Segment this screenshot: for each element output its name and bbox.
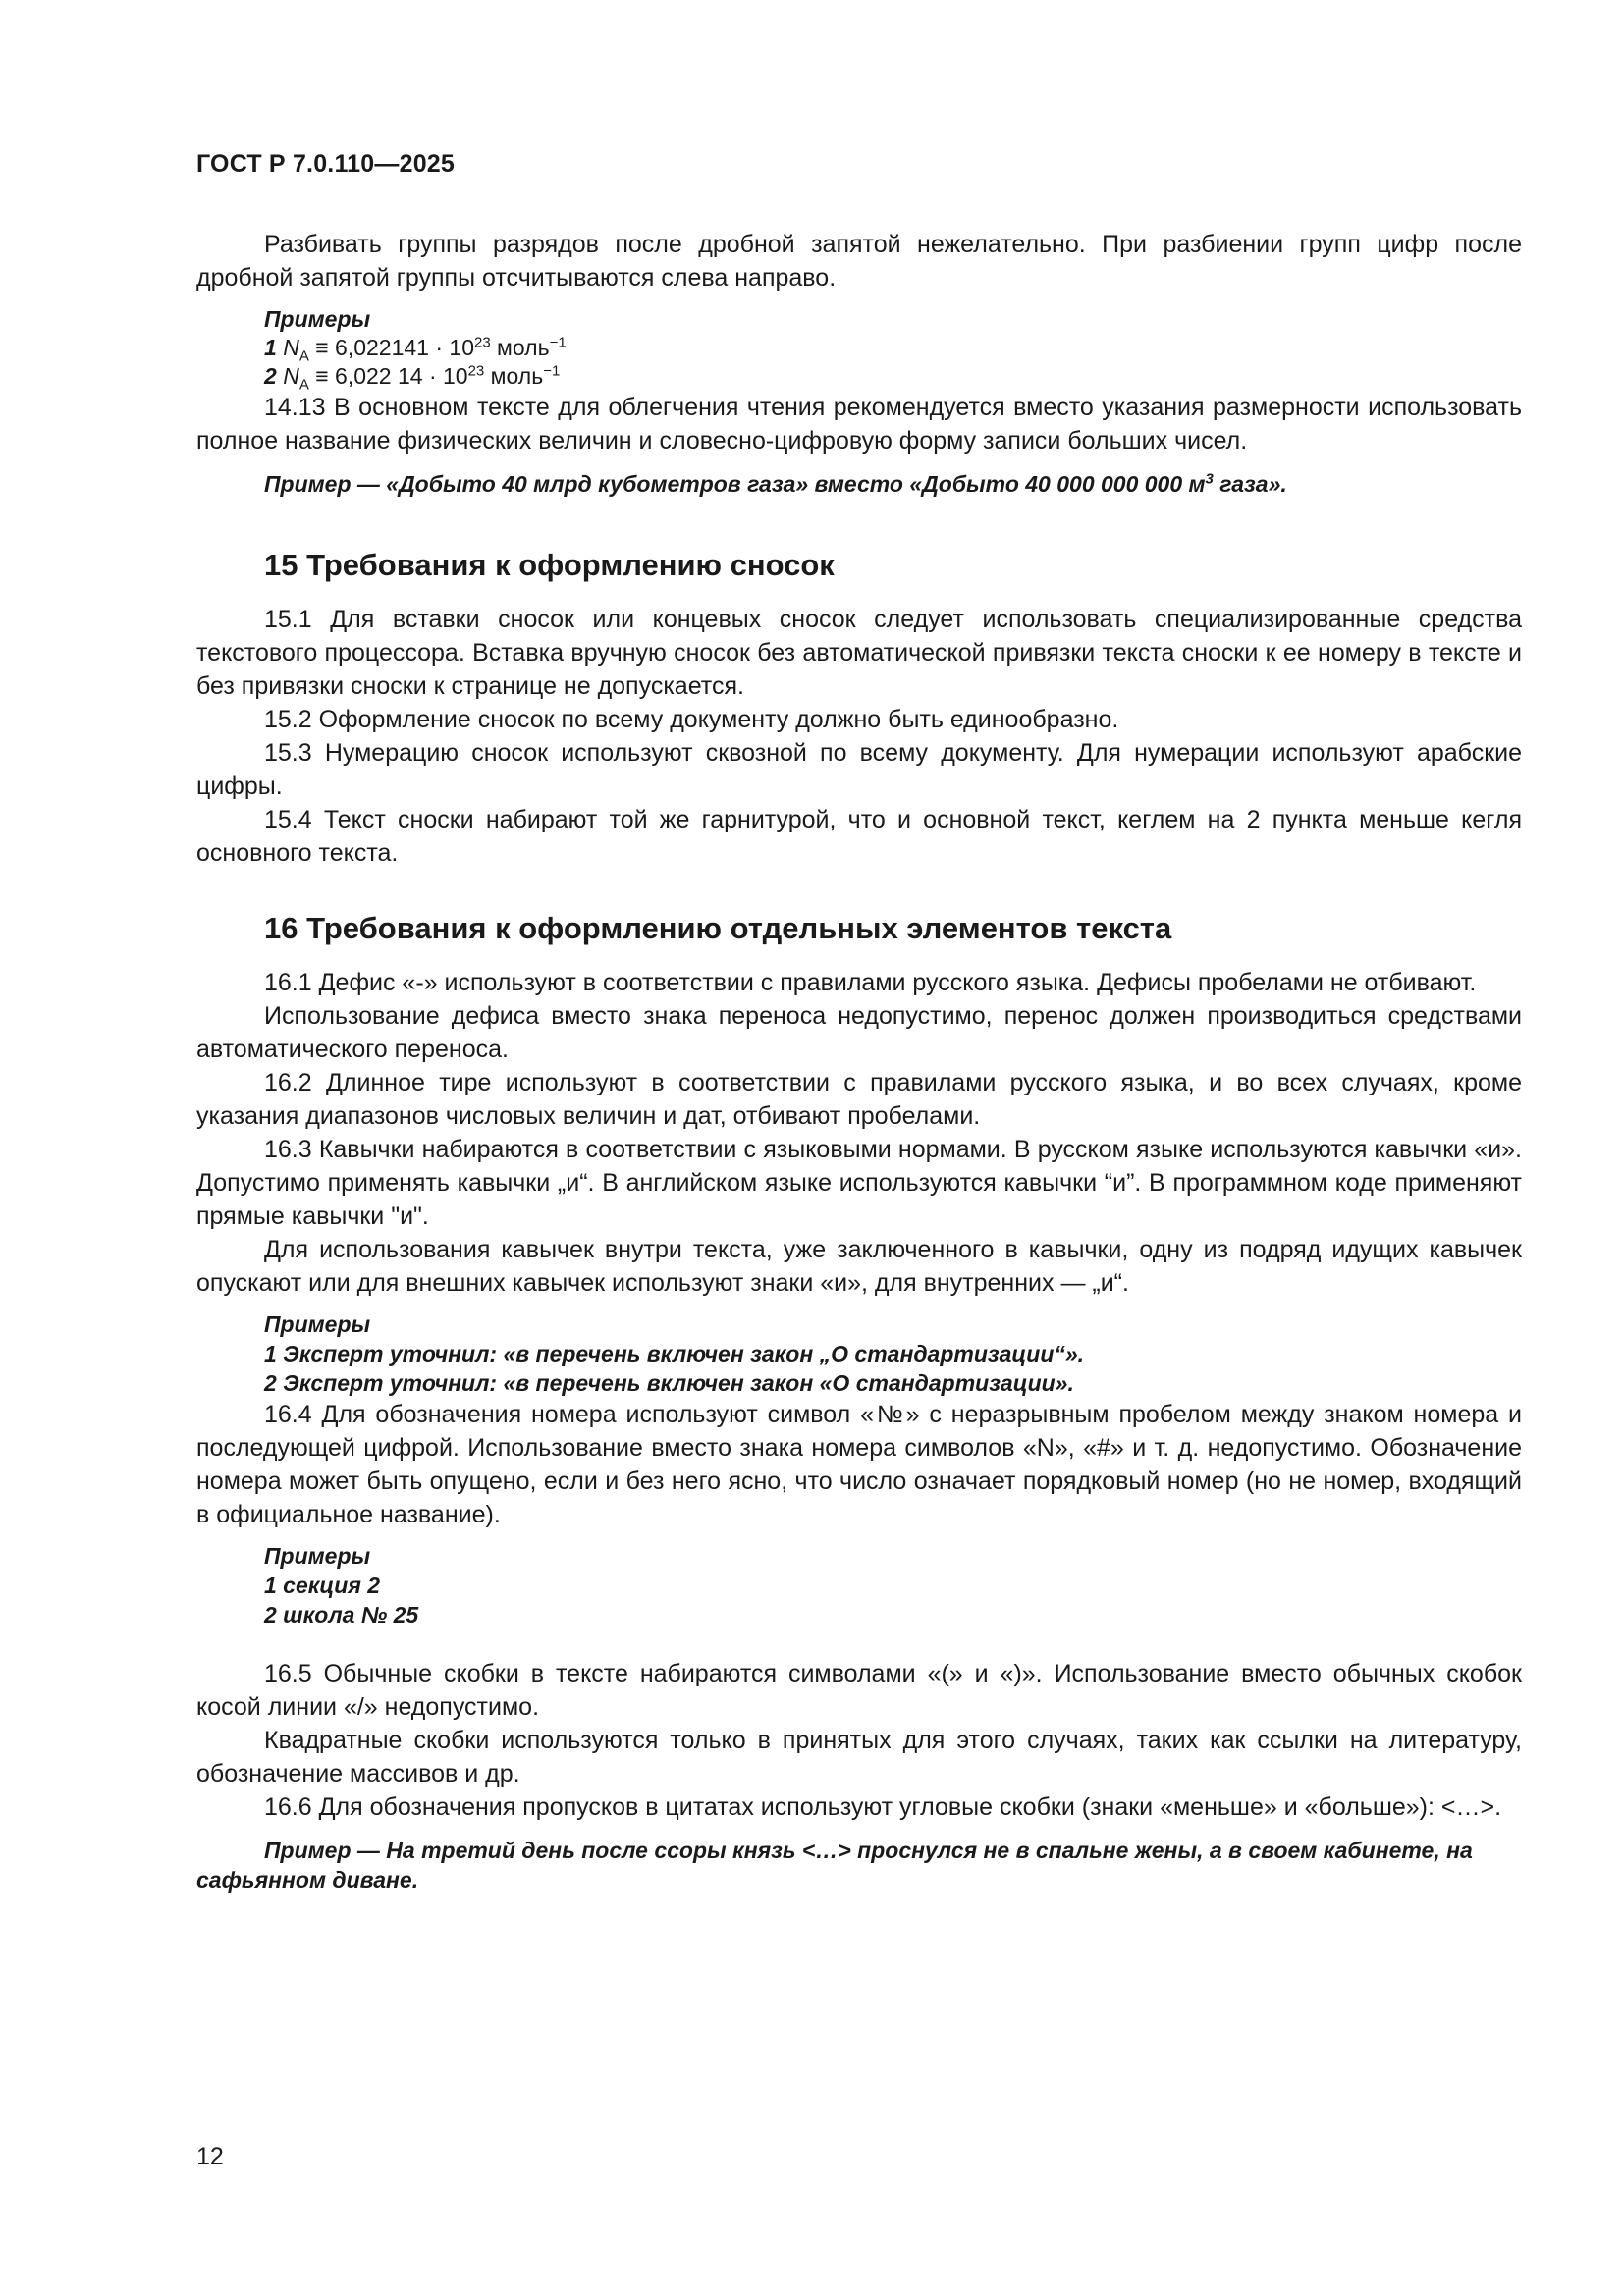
examples-label-16-4: Примеры [264, 1543, 371, 1569]
paragraph-16-5: 16.5 Обычные скобки в тексте набираются символами «(» и «)». Использование вместо обычных скобок косой линии «/» недопустимо. [196, 1660, 1522, 1721]
example-14-13 [264, 469, 1522, 499]
paragraph-15-3: 15.3 Нумерацию сносок используют сквозной по всему документу. Для нумерации используют арабские цифры. [196, 739, 1522, 800]
formula-2-number: 2 [264, 363, 277, 389]
formula-1-subscript: A [298, 347, 309, 365]
paragraph-16-1-continued: Использование дефиса вместо знака переноса недопустимо, перенос должен производиться средствами автоматического переноса. [196, 1002, 1522, 1063]
paragraph-15-4: 15.4 Текст сноски набирают той же гарнитурой, что и основной текст, кеглем на 2 пункта меньше кегля основного текста. [196, 806, 1522, 867]
paragraph-14-13: 14.13 В основном тексте для облегчения чтения рекомендуется вместо указания размерности использовать полное название физических величин и словесно-цифровую форму записи больших чисел. [196, 394, 1522, 454]
example-16-3-2: 2 Эксперт уточнил: «в перечень включен закон «О стандартизации». [264, 1370, 1074, 1396]
example-16-6: Пример — На третий день после ссоры князь <…> проснулся не в спальне жены, а в своем кабинете, на сафьянном диване. [196, 1838, 1473, 1893]
paragraph-16-2: 16.2 Длинное тире используют в соответствии с правилами русского языка, и во всех случаях, кроме указания диапазонов числовых величин и дат, отбивают пробелами. [196, 1069, 1522, 1130]
paragraph-16-1: 16.1 Дефис «-» используют в соответствии с правилами русского языка. Дефисы пробелами не отбивают. [264, 969, 1477, 996]
example-14-13-tail: газа». [1213, 471, 1287, 497]
formula-2-exponent: 23 [467, 362, 485, 380]
formula-1-number: 1 [264, 335, 277, 360]
paragraph-16-4: 16.4 Для обозначения номера используют символ «№» с неразрывным пробелом между знаком номера и последующей цифрой. Использование вместо знака номера символов «N», «#» и т. д. недопустимо. Обозначение номера может быть опущено, если и без него ясно, что число означает порядковый номер (но не номер, входящий в официальное название). [196, 1401, 1522, 1528]
formula-2-symbol: N [283, 363, 299, 389]
formula-1-exponent: 23 [473, 334, 491, 351]
intro-paragraph: Разбивать группы разрядов после дробной запятой нежелательно. При разбиении групп цифр после дробной запятой группы отсчитываются слева направо. [196, 231, 1522, 292]
page-number: 12 [196, 2143, 224, 2170]
section-16-heading: 16 Требования к оформлению отдельных элементов текста [264, 911, 1172, 945]
example-14-13-superscript: 3 [1205, 470, 1214, 488]
formula-2-value: ≡ 6,022 14 · 10 [308, 363, 468, 389]
formula-2-unit: моль [484, 363, 544, 389]
formula-1-value: ≡ 6,022141 · 10 [308, 335, 474, 360]
paragraph-16-3-continued: Для использования кавычек внутри текста, уже заключенного в кавычки, одну из подряд идущих кавычек опускают или для внешних кавычек используют знаки «и», для внутренних — „и“. [196, 1236, 1522, 1297]
formula-example-1 [264, 334, 1522, 365]
document-page [196, 0, 1522, 2296]
formula-2-subscript: A [298, 376, 309, 394]
examples-label-16-3: Примеры [264, 1311, 371, 1337]
example-16-4-2: 2 школа № 25 [264, 1602, 419, 1628]
example-14-13-text: Пример — «Добыто 40 млрд кубометров газа» вместо «Добыто 40 000 000 000 м [264, 471, 1206, 497]
examples-label: Примеры [264, 306, 371, 332]
paragraph-16-5-continued: Квадратные скобки используются только в принятых для этого случаях, таких как ссылки на литературу, обозначение массивов и др. [196, 1727, 1522, 1788]
paragraph-15-1: 15.1 Для вставки сносок или концевых сносок следует использовать специализированные средства текстового процессора. Вставка вручную сносок без автоматической привязки текста сноски к ее номеру в тексте и без привязки сноски к странице не допускается. [196, 606, 1522, 700]
section-15-heading: 15 Требования к оформлению сносок [264, 548, 835, 582]
formula-1-unit: моль [490, 335, 550, 360]
example-16-4-1: 1 секция 2 [264, 1573, 381, 1598]
formula-1-unit-exponent: −1 [549, 334, 567, 351]
document-code-header: ГОСТ Р 7.0.110—2025 [196, 150, 456, 178]
example-16-3-1: 1 Эксперт уточнил: «в перечень включен закон „О стандартизации“». [264, 1341, 1085, 1366]
paragraph-16-6: 16.6 Для обозначения пропусков в цитатах используют угловые скобки (знаки «меньше» и «больше»): <…>. [264, 1793, 1502, 1821]
paragraph-15-2: 15.2 Оформление сносок по всему документу должно быть единообразно. [264, 706, 1119, 733]
formula-1-symbol: N [283, 335, 299, 360]
paragraph-16-3: 16.3 Кавычки набираются в соответствии с языковыми нормами. В русском языке используются кавычки «и». Допустимо применять кавычки „и“. В английском языке используются кавычки “и”. В программном коде применяют прямые кавычки "и". [196, 1136, 1522, 1230]
formula-example-2 [264, 362, 1522, 394]
formula-2-unit-exponent: −1 [543, 362, 561, 380]
document-body [196, 228, 1522, 1895]
